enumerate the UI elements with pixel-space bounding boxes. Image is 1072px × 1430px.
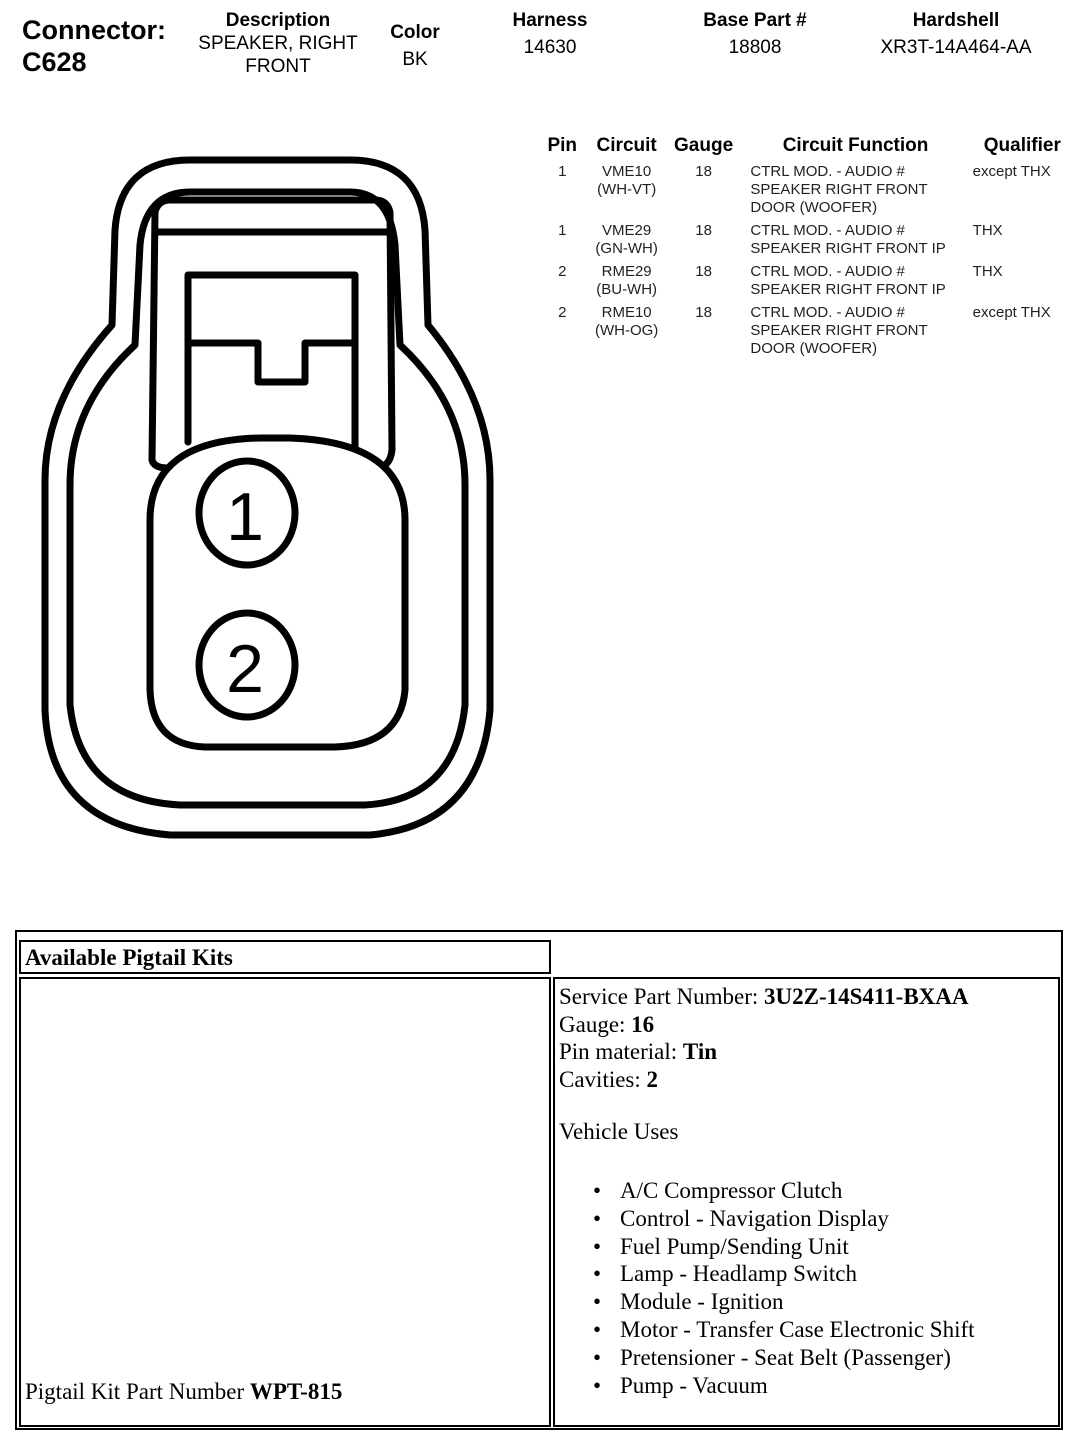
qualifier-cell: except THX	[972, 163, 1051, 180]
circuit-cell	[585, 163, 669, 222]
pigtail-kit-part-value: WPT-815	[249, 1379, 343, 1404]
qualifier-column-header: Qualifier	[983, 135, 1061, 156]
cavity-1-label: 1	[226, 479, 264, 555]
circuit-wire-color: (BU-WH)	[596, 281, 658, 298]
circuit-cell	[585, 222, 669, 263]
pin-table-header-row	[540, 134, 1072, 163]
pin-material	[559, 1038, 969, 1066]
service-part-number	[559, 983, 969, 1011]
harness-heading: Harness	[512, 10, 588, 31]
circuit-name: VME29	[602, 222, 652, 239]
list-item: • Motor - Transfer Case Electronic Shift	[559, 1316, 975, 1344]
function-cell	[738, 163, 972, 222]
pin-material-label: Pin material:	[559, 1039, 678, 1064]
table-row	[540, 222, 1072, 263]
pigtail-kit-part-label: Pigtail Kit Part Number	[25, 1379, 245, 1404]
list-item: • Control - Navigation Display	[559, 1205, 975, 1233]
gauge-cell: 18	[695, 304, 712, 321]
table-row	[540, 263, 1072, 304]
function-line: DOOR (WOOFER)	[750, 340, 878, 357]
gauge-cell: 18	[695, 222, 712, 239]
description-value-line1: SPEAKER, RIGHT	[198, 33, 358, 54]
circuit-column-header: Circuit	[596, 135, 657, 156]
list-item: • Module - Ignition	[559, 1288, 975, 1316]
circuit-function-column-header: Circuit Function	[782, 135, 929, 156]
list-item: • Lamp - Headlamp Switch	[559, 1260, 975, 1288]
color-heading: Color	[390, 22, 440, 43]
connector-label: Connector:	[22, 15, 166, 45]
pin-cell: 2	[558, 263, 567, 280]
circuit-wire-color: (GN-WH)	[595, 240, 658, 257]
function-cell	[738, 263, 972, 304]
connector-face-diagram	[40, 150, 520, 850]
function-line: SPEAKER RIGHT FRONT IP	[750, 281, 946, 298]
hardshell-column	[860, 10, 1052, 59]
pin-cell: 1	[558, 163, 567, 180]
circuit-wire-color: (WH-VT)	[597, 181, 657, 198]
function-line: SPEAKER RIGHT FRONT	[750, 322, 928, 339]
gauge-cell: 18	[695, 163, 712, 180]
harness-column	[490, 10, 610, 59]
service-part-label: Service Part Number:	[559, 984, 759, 1009]
function-cell	[738, 304, 972, 363]
cavities-label: Cavities:	[559, 1066, 641, 1092]
pigtail-kit-title: Available Pigtail Kits	[25, 945, 233, 970]
vehicle-uses-heading: Vehicle Uses	[559, 1119, 679, 1144]
list-item: • Fuel Pump/Sending Unit	[559, 1233, 975, 1261]
cavities-value: 2	[646, 1066, 659, 1092]
pigtail-kit-title-cell	[19, 940, 551, 974]
hardshell-value: XR3T-14A464-AA	[880, 37, 1032, 58]
hardshell-heading: Hardshell	[912, 10, 1000, 31]
cavity-2-label: 2	[226, 631, 264, 707]
pigtail-kit-details-cell	[553, 977, 1060, 1427]
kit-gauge	[559, 1011, 969, 1039]
function-line: SPEAKER RIGHT FRONT	[750, 181, 928, 198]
circuit-name: RME29	[601, 263, 652, 280]
pin-column-header: Pin	[547, 135, 578, 156]
pin-cell: 2	[558, 304, 567, 321]
gauge-cell: 18	[695, 263, 712, 280]
kit-gauge-value: 16	[631, 1011, 655, 1037]
qualifier-cell: except THX	[972, 304, 1051, 321]
circuit-cell	[585, 304, 669, 363]
function-line: CTRL MOD. - AUDIO #	[750, 222, 905, 239]
gauge-column-header: Gauge	[674, 135, 734, 156]
circuit-wire-color: (WH-OG)	[594, 322, 659, 339]
qualifier-cell: THX	[972, 222, 1003, 239]
pin-material-value: Tin	[682, 1039, 718, 1064]
function-line: SPEAKER RIGHT FRONT IP	[750, 240, 946, 257]
locking-tab	[188, 275, 355, 450]
service-part-value: 3U2Z-14S411-BXAA	[764, 984, 969, 1009]
description-column	[180, 10, 376, 78]
pigtail-kit-details	[559, 983, 969, 1093]
circuit-name: RME10	[601, 304, 652, 321]
list-item: • Pump - Vacuum	[559, 1372, 975, 1400]
cavities	[559, 1066, 969, 1094]
pin-table	[540, 134, 1072, 363]
list-item: • Pretensioner - Seat Belt (Passenger)	[559, 1344, 975, 1372]
color-column	[375, 22, 455, 71]
table-row	[540, 304, 1072, 363]
base-part-value: 18808	[728, 37, 782, 58]
pigtail-kit-part-number	[25, 1379, 342, 1405]
kit-gauge-label: Gauge:	[559, 1011, 626, 1037]
description-value-line2: FRONT	[245, 56, 311, 77]
connector-heading	[22, 14, 166, 78]
function-line: DOOR (WOOFER)	[750, 199, 878, 216]
base-part-column	[685, 10, 825, 59]
description-heading: Description	[225, 10, 331, 31]
vehicle-uses-list	[559, 1177, 975, 1399]
circuit-name: VME10	[602, 163, 652, 180]
function-line: CTRL MOD. - AUDIO #	[750, 163, 905, 180]
function-line: CTRL MOD. - AUDIO #	[750, 304, 905, 321]
qualifier-cell: THX	[972, 263, 1003, 280]
pin-cell: 1	[558, 222, 567, 239]
color-value: BK	[402, 49, 428, 70]
circuit-cell	[585, 263, 669, 304]
connector-id: C628	[22, 47, 87, 77]
list-item: • A/C Compressor Clutch	[559, 1177, 975, 1205]
harness-value: 14630	[523, 37, 577, 58]
function-line: CTRL MOD. - AUDIO #	[750, 263, 905, 280]
pigtail-kit-image-cell	[19, 977, 551, 1427]
function-cell	[738, 222, 972, 263]
table-row	[540, 163, 1072, 222]
base-part-heading: Base Part #	[703, 10, 807, 31]
